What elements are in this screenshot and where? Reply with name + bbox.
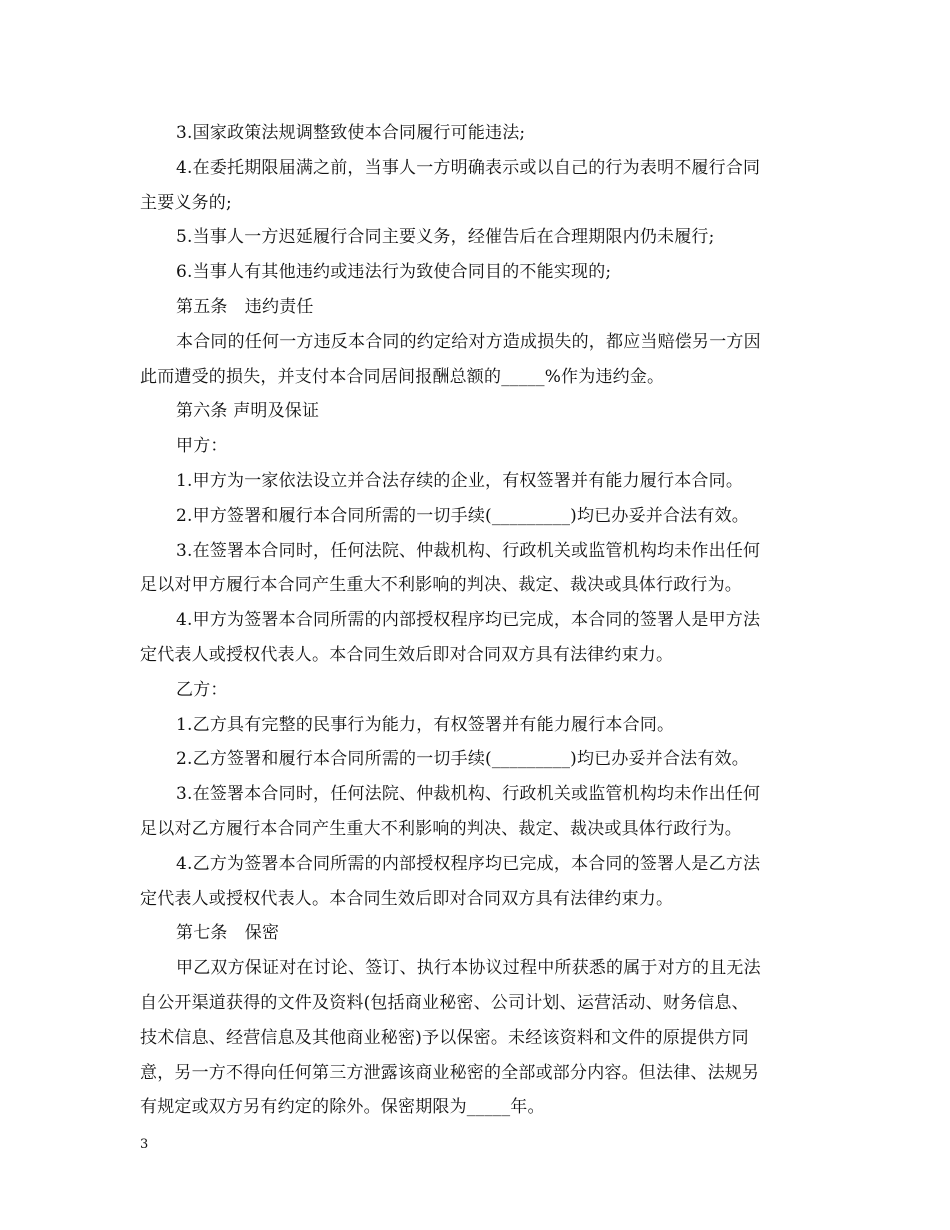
text-line: 此而遭受的损失，并支付本合同居间报酬总额的_____%作为违约金。 <box>140 366 665 387</box>
text-line: 定代表人或授权代表人。本合同生效后即对合同双方具有法律约束力。 <box>140 888 674 909</box>
text-line: 足以对甲方履行本合同产生重大不利影响的判决、裁定、裁决或具体行政行为。 <box>140 575 742 596</box>
text-line: 2.甲方签署和履行本合同所需的一切手续(_________)均已办妥并合法有效。 <box>176 505 749 526</box>
text-line: 主要义务的; <box>140 192 232 213</box>
text-line: 4.甲方为签署本合同所需的内部授权程序均已完成，本合同的签署人是甲方法 <box>176 610 761 631</box>
text-line: 第六条 声明及保证 <box>176 401 320 422</box>
text-line: 技术信息、经营信息及其他商业秘密)予以保密。未经该资料和文件的原提供方同 <box>140 1027 749 1048</box>
text-line: 足以对乙方履行本合同产生重大不利影响的判决、裁定、裁决或具体行政行为。 <box>140 818 742 839</box>
text-line: 有规定或双方另有约定的除外。保密期限为_____年。 <box>140 1097 545 1118</box>
text-line: 3.在签署本合同时，任何法院、仲裁机构、行政机关或监管机构均未作出任何 <box>176 540 761 561</box>
text-line: 自公开渠道获得的文件及资料(包括商业秘密、公司计划、运营活动、财务信息、 <box>140 992 749 1013</box>
text-line: 乙方： <box>176 679 228 700</box>
text-line: 4.乙方为签署本合同所需的内部授权程序均已完成，本合同的签署人是乙方法 <box>176 853 761 874</box>
text-line: 甲方： <box>176 436 228 457</box>
text-line: 定代表人或授权代表人。本合同生效后即对合同双方具有法律约束力。 <box>140 644 674 665</box>
text-line: 甲乙双方保证对在讨论、签订、执行本协议过程中所获悉的属于对方的且无法 <box>176 958 761 979</box>
text-line: 本合同的任何一方违反本合同的约定给对方造成损失的，都应当赔偿另一方因 <box>176 331 761 352</box>
document-body <box>140 116 820 1125</box>
text-line: 第五条 违约责任 <box>176 296 314 317</box>
text-line: 2.乙方签署和履行本合同所需的一切手续(_________)均已办妥并合法有效。 <box>176 749 749 770</box>
text-line: 3.在签署本合同时，任何法院、仲裁机构、行政机关或监管机构均未作出任何 <box>176 784 761 805</box>
text-line: 6.当事人有其他违约或违法行为致使合同目的不能实现的; <box>176 262 612 283</box>
text-line: 3.国家政策法规调整致使本合同履行可能违法; <box>176 123 526 143</box>
page-number: 3 <box>140 1137 149 1152</box>
text-line: 5.当事人一方迟延履行合同主要义务，经催告后在合理期限内仍未履行; <box>176 227 715 248</box>
text-line: 1.甲方为一家依法设立并合法存续的企业，有权签署并有能力履行本合同。 <box>176 470 744 491</box>
text-line: 1.乙方具有完整的民事行为能力，有权签署并有能力履行本合同。 <box>176 714 675 735</box>
text-line: 意，另一方不得向任何第三方泄露该商业秘密的全部或部分内容。但法律、法规另 <box>140 1062 760 1083</box>
text-line: 4.在委托期限届满之前，当事人一方明确表示或以自己的行为表明不履行合同 <box>176 157 761 178</box>
text-line: 第七条 保密 <box>176 923 280 944</box>
